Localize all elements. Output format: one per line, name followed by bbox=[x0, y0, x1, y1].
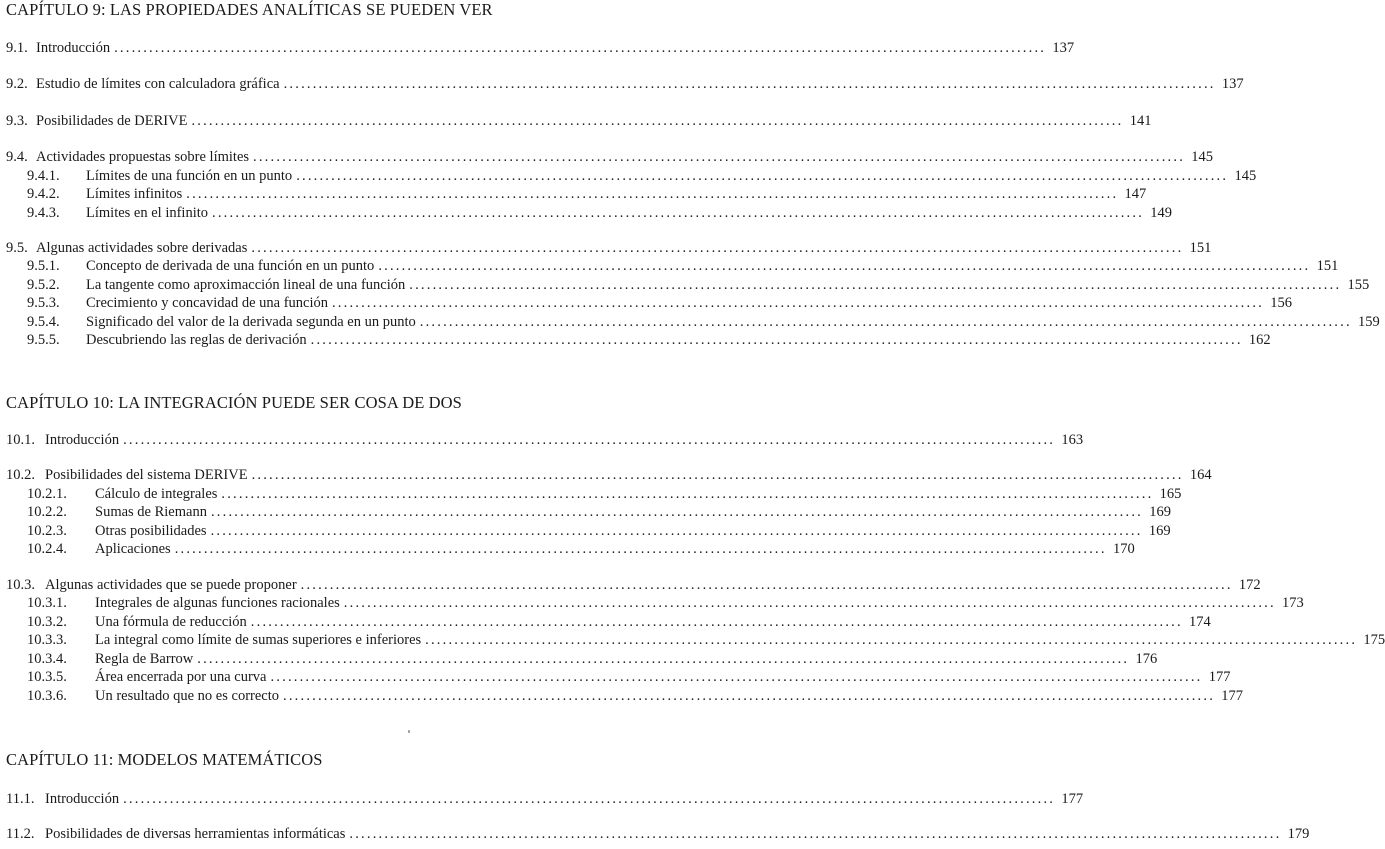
toc-entry-10-2-1[interactable] bbox=[27, 486, 1182, 506]
toc-entry-9-4-2[interactable] bbox=[27, 186, 1147, 206]
toc-entry-9-4[interactable] bbox=[6, 149, 1214, 169]
toc-number: 9.5.3. bbox=[27, 295, 60, 311]
toc-title: Integrales de algunas funciones racionales bbox=[95, 595, 340, 611]
toc-entry-10-2-4[interactable] bbox=[27, 541, 1135, 561]
toc-title: Concepto de derivada de una función en un punto bbox=[86, 258, 375, 274]
toc-page-number: 155 bbox=[1347, 277, 1370, 293]
toc-title: Posibilidades de DERIVE bbox=[36, 113, 188, 129]
toc-number: 10.3.1. bbox=[27, 595, 67, 611]
chapter-11-title: CAPÍTULO 11: MODELOS MATEMÁTICOS bbox=[6, 750, 323, 769]
toc-title: Límites de una función en un punto bbox=[86, 168, 293, 184]
toc-entry-9-1[interactable] bbox=[6, 40, 1075, 60]
toc-page-number: 151 bbox=[1316, 258, 1339, 274]
toc-title: Descubriendo las reglas de derivación bbox=[86, 332, 307, 348]
toc-page-number: 165 bbox=[1159, 486, 1182, 502]
toc-entry-9-5-3[interactable] bbox=[27, 295, 1292, 315]
toc-number: 10.3.4. bbox=[27, 651, 67, 667]
toc-number: 9.4. bbox=[6, 149, 28, 165]
toc-number: 9.5.4. bbox=[27, 314, 60, 330]
toc-title: Área encerrada por una curva bbox=[95, 669, 267, 685]
leader-dots: ................................................................................................................................................................ bbox=[210, 523, 1143, 539]
toc-number: 10.2.4. bbox=[27, 541, 67, 557]
toc-title: La tangente como aproximacción lineal de una función bbox=[86, 277, 406, 293]
toc-title: Una fórmula de reducción bbox=[95, 614, 247, 630]
toc-entry-9-4-3[interactable] bbox=[27, 205, 1173, 225]
leader-dots: ................................................................................................................................................................ bbox=[251, 240, 1184, 256]
toc-page-number: 169 bbox=[1148, 523, 1171, 539]
toc-page-number: 179 bbox=[1287, 826, 1310, 842]
toc-page-number: 170 bbox=[1112, 541, 1135, 557]
toc-page-number: 163 bbox=[1061, 432, 1084, 448]
toc-number: 10.3. bbox=[6, 577, 35, 593]
toc-entry-11-1[interactable] bbox=[6, 791, 1084, 811]
leader-dots: ................................................................................................................................................................ bbox=[210, 504, 1143, 520]
leader-dots: ................................................................................................................................................................ bbox=[378, 258, 1311, 274]
leader-dots: ................................................................................................................................................................ bbox=[283, 76, 1216, 92]
toc-page-number: 147 bbox=[1124, 186, 1147, 202]
leader-dots: ................................................................................................................................................................ bbox=[250, 614, 1183, 630]
leader-dots: ................................................................................................................................................................ bbox=[191, 113, 1124, 129]
leader-dots: ................................................................................................................................................................ bbox=[221, 486, 1154, 502]
leader-dots: ................................................................................................................................................................ bbox=[197, 651, 1130, 667]
toc-title: Cálculo de integrales bbox=[95, 486, 218, 502]
toc-title: Límites infinitos bbox=[86, 186, 183, 202]
toc-page-number: 177 bbox=[1208, 669, 1231, 685]
toc-number: 9.4.1. bbox=[27, 168, 60, 184]
toc-title: Aplicaciones bbox=[95, 541, 171, 557]
leader-dots: ................................................................................................................................................................ bbox=[409, 277, 1342, 293]
toc-entry-10-3-3[interactable] bbox=[27, 632, 1385, 652]
leader-dots: ................................................................................................................................................................ bbox=[212, 205, 1145, 221]
toc-title: Sumas de Riemann bbox=[95, 504, 207, 520]
toc-page-number: 137 bbox=[1221, 76, 1244, 92]
toc-page-number: 151 bbox=[1189, 240, 1212, 256]
toc-title: Otras posibilidades bbox=[95, 523, 207, 539]
toc-number: 9.4.2. bbox=[27, 186, 60, 202]
toc-title: Posibilidades del sistema DERIVE bbox=[45, 467, 248, 483]
leader-dots: ................................................................................................................................................................ bbox=[310, 332, 1243, 348]
leader-dots: ................................................................................................................................................................ bbox=[331, 295, 1264, 311]
scan-speck bbox=[408, 730, 410, 733]
toc-entry-10-3[interactable] bbox=[6, 577, 1261, 597]
toc-page-number: 141 bbox=[1129, 113, 1152, 129]
chapter-9-title: CAPÍTULO 9: LAS PROPIEDADES ANALÍTICAS SE PUEDEN VER bbox=[6, 0, 493, 19]
toc-title: Un resultado que no es correcto bbox=[95, 688, 280, 704]
toc-number: 11.2. bbox=[6, 826, 35, 842]
leader-dots: ................................................................................................................................................................ bbox=[253, 149, 1186, 165]
toc-page-number: 145 bbox=[1234, 168, 1257, 184]
toc-page-number: 177 bbox=[1061, 791, 1084, 807]
toc-number: 11.1. bbox=[6, 791, 35, 807]
toc-entry-10-2[interactable] bbox=[6, 467, 1212, 487]
toc-page-number: 162 bbox=[1248, 332, 1271, 348]
toc-title: Algunas actividades que se puede proponer bbox=[45, 577, 297, 593]
toc-entry-10-1[interactable] bbox=[6, 432, 1084, 452]
toc-entry-9-5-4[interactable] bbox=[27, 314, 1380, 334]
toc-title: Posibilidades de diversas herramientas informáticas bbox=[45, 826, 346, 842]
toc-title: Límites en el infinito bbox=[86, 205, 209, 221]
toc-number: 9.5.1. bbox=[27, 258, 60, 274]
toc-entry-9-4-1[interactable] bbox=[27, 168, 1257, 188]
toc-title: Regla de Barrow bbox=[95, 651, 194, 667]
toc-title: Crecimiento y concavidad de una función bbox=[86, 295, 328, 311]
toc-entry-10-3-4[interactable] bbox=[27, 651, 1158, 671]
toc-number: 10.2.3. bbox=[27, 523, 67, 539]
toc-page-number: 172 bbox=[1238, 577, 1261, 593]
leader-dots: ................................................................................................................................................................ bbox=[123, 432, 1056, 448]
leader-dots: ................................................................................................................................................................ bbox=[419, 314, 1352, 330]
toc-number: 10.3.3. bbox=[27, 632, 67, 648]
leader-dots: ................................................................................................................................................................ bbox=[114, 40, 1047, 56]
leader-dots: ................................................................................................................................................................ bbox=[186, 186, 1119, 202]
toc-page-number: 145 bbox=[1191, 149, 1214, 165]
toc-entry-9-2[interactable] bbox=[6, 76, 1244, 96]
toc-page-number: 177 bbox=[1221, 688, 1244, 704]
toc-entry-9-5-1[interactable] bbox=[27, 258, 1339, 278]
leader-dots: ................................................................................................................................................................ bbox=[425, 632, 1358, 648]
leader-dots: ................................................................................................................................................................ bbox=[300, 577, 1233, 593]
leader-dots: ................................................................................................................................................................ bbox=[270, 669, 1203, 685]
toc-page-number: 175 bbox=[1363, 632, 1385, 648]
toc-entry-9-5-2[interactable] bbox=[27, 277, 1370, 297]
toc-page-number: 176 bbox=[1135, 651, 1158, 667]
toc-entry-11-2[interactable] bbox=[6, 826, 1310, 846]
toc-page-number: 156 bbox=[1270, 295, 1292, 311]
toc-title: Introducción bbox=[45, 432, 120, 448]
toc-entry-9-5[interactable] bbox=[6, 240, 1212, 260]
leader-dots: ................................................................................................................................................................ bbox=[296, 168, 1229, 184]
toc-entry-10-3-2[interactable] bbox=[27, 614, 1211, 634]
toc-entry-9-5-5[interactable] bbox=[27, 332, 1271, 352]
toc-entry-10-2-3[interactable] bbox=[27, 523, 1171, 543]
toc-number: 9.4.3. bbox=[27, 205, 60, 221]
toc-entry-9-3[interactable] bbox=[6, 113, 1152, 133]
chapter-10-title: CAPÍTULO 10: LA INTEGRACIÓN PUEDE SER COSA DE DOS bbox=[6, 393, 462, 412]
toc-title: Algunas actividades sobre derivadas bbox=[36, 240, 248, 256]
toc-title: Introducción bbox=[36, 40, 111, 56]
toc-entry-10-2-2[interactable] bbox=[27, 504, 1171, 524]
toc-number: 10.1. bbox=[6, 432, 35, 448]
toc-number: 9.2. bbox=[6, 76, 28, 92]
toc-number: 9.3. bbox=[6, 113, 28, 129]
leader-dots: ................................................................................................................................................................ bbox=[349, 826, 1282, 842]
leader-dots: ................................................................................................................................................................ bbox=[283, 688, 1216, 704]
toc-title: Actividades propuestas sobre límites bbox=[36, 149, 250, 165]
toc-number: 10.3.6. bbox=[27, 688, 67, 704]
toc-number: 10.3.5. bbox=[27, 669, 67, 685]
toc-number: 10.3.2. bbox=[27, 614, 67, 630]
toc-title: Introducción bbox=[45, 791, 120, 807]
leader-dots: ................................................................................................................................................................ bbox=[174, 541, 1107, 557]
toc-page-number: 174 bbox=[1189, 614, 1211, 630]
toc-number: 10.2.2. bbox=[27, 504, 67, 520]
leader-dots: ................................................................................................................................................................ bbox=[343, 595, 1276, 611]
toc-title: Estudio de límites con calculadora gráfica bbox=[36, 76, 280, 92]
toc-entry-10-3-1[interactable] bbox=[27, 595, 1304, 615]
toc-number: 9.5. bbox=[6, 240, 28, 256]
leader-dots: ................................................................................................................................................................ bbox=[123, 791, 1056, 807]
toc-entry-10-3-5[interactable] bbox=[27, 669, 1231, 689]
toc-number: 9.1. bbox=[6, 40, 28, 56]
toc-number: 10.2.1. bbox=[27, 486, 67, 502]
toc-title: Significado del valor de la derivada segunda en un punto bbox=[86, 314, 416, 330]
toc-number: 9.5.5. bbox=[27, 332, 60, 348]
toc-page-number: 159 bbox=[1358, 314, 1380, 330]
leader-dots: ................................................................................................................................................................ bbox=[251, 467, 1184, 483]
toc-page-number: 164 bbox=[1189, 467, 1212, 483]
toc-entry-10-3-6[interactable] bbox=[27, 688, 1244, 708]
toc-number: 10.2. bbox=[6, 467, 35, 483]
toc-number: 9.5.2. bbox=[27, 277, 60, 293]
toc-title: La integral como límite de sumas superiores e inferiores bbox=[95, 632, 422, 648]
toc-page-number: 137 bbox=[1052, 40, 1075, 56]
toc-page-number: 169 bbox=[1149, 504, 1171, 520]
toc-page-number: 173 bbox=[1282, 595, 1304, 611]
toc-page-number: 149 bbox=[1150, 205, 1173, 221]
